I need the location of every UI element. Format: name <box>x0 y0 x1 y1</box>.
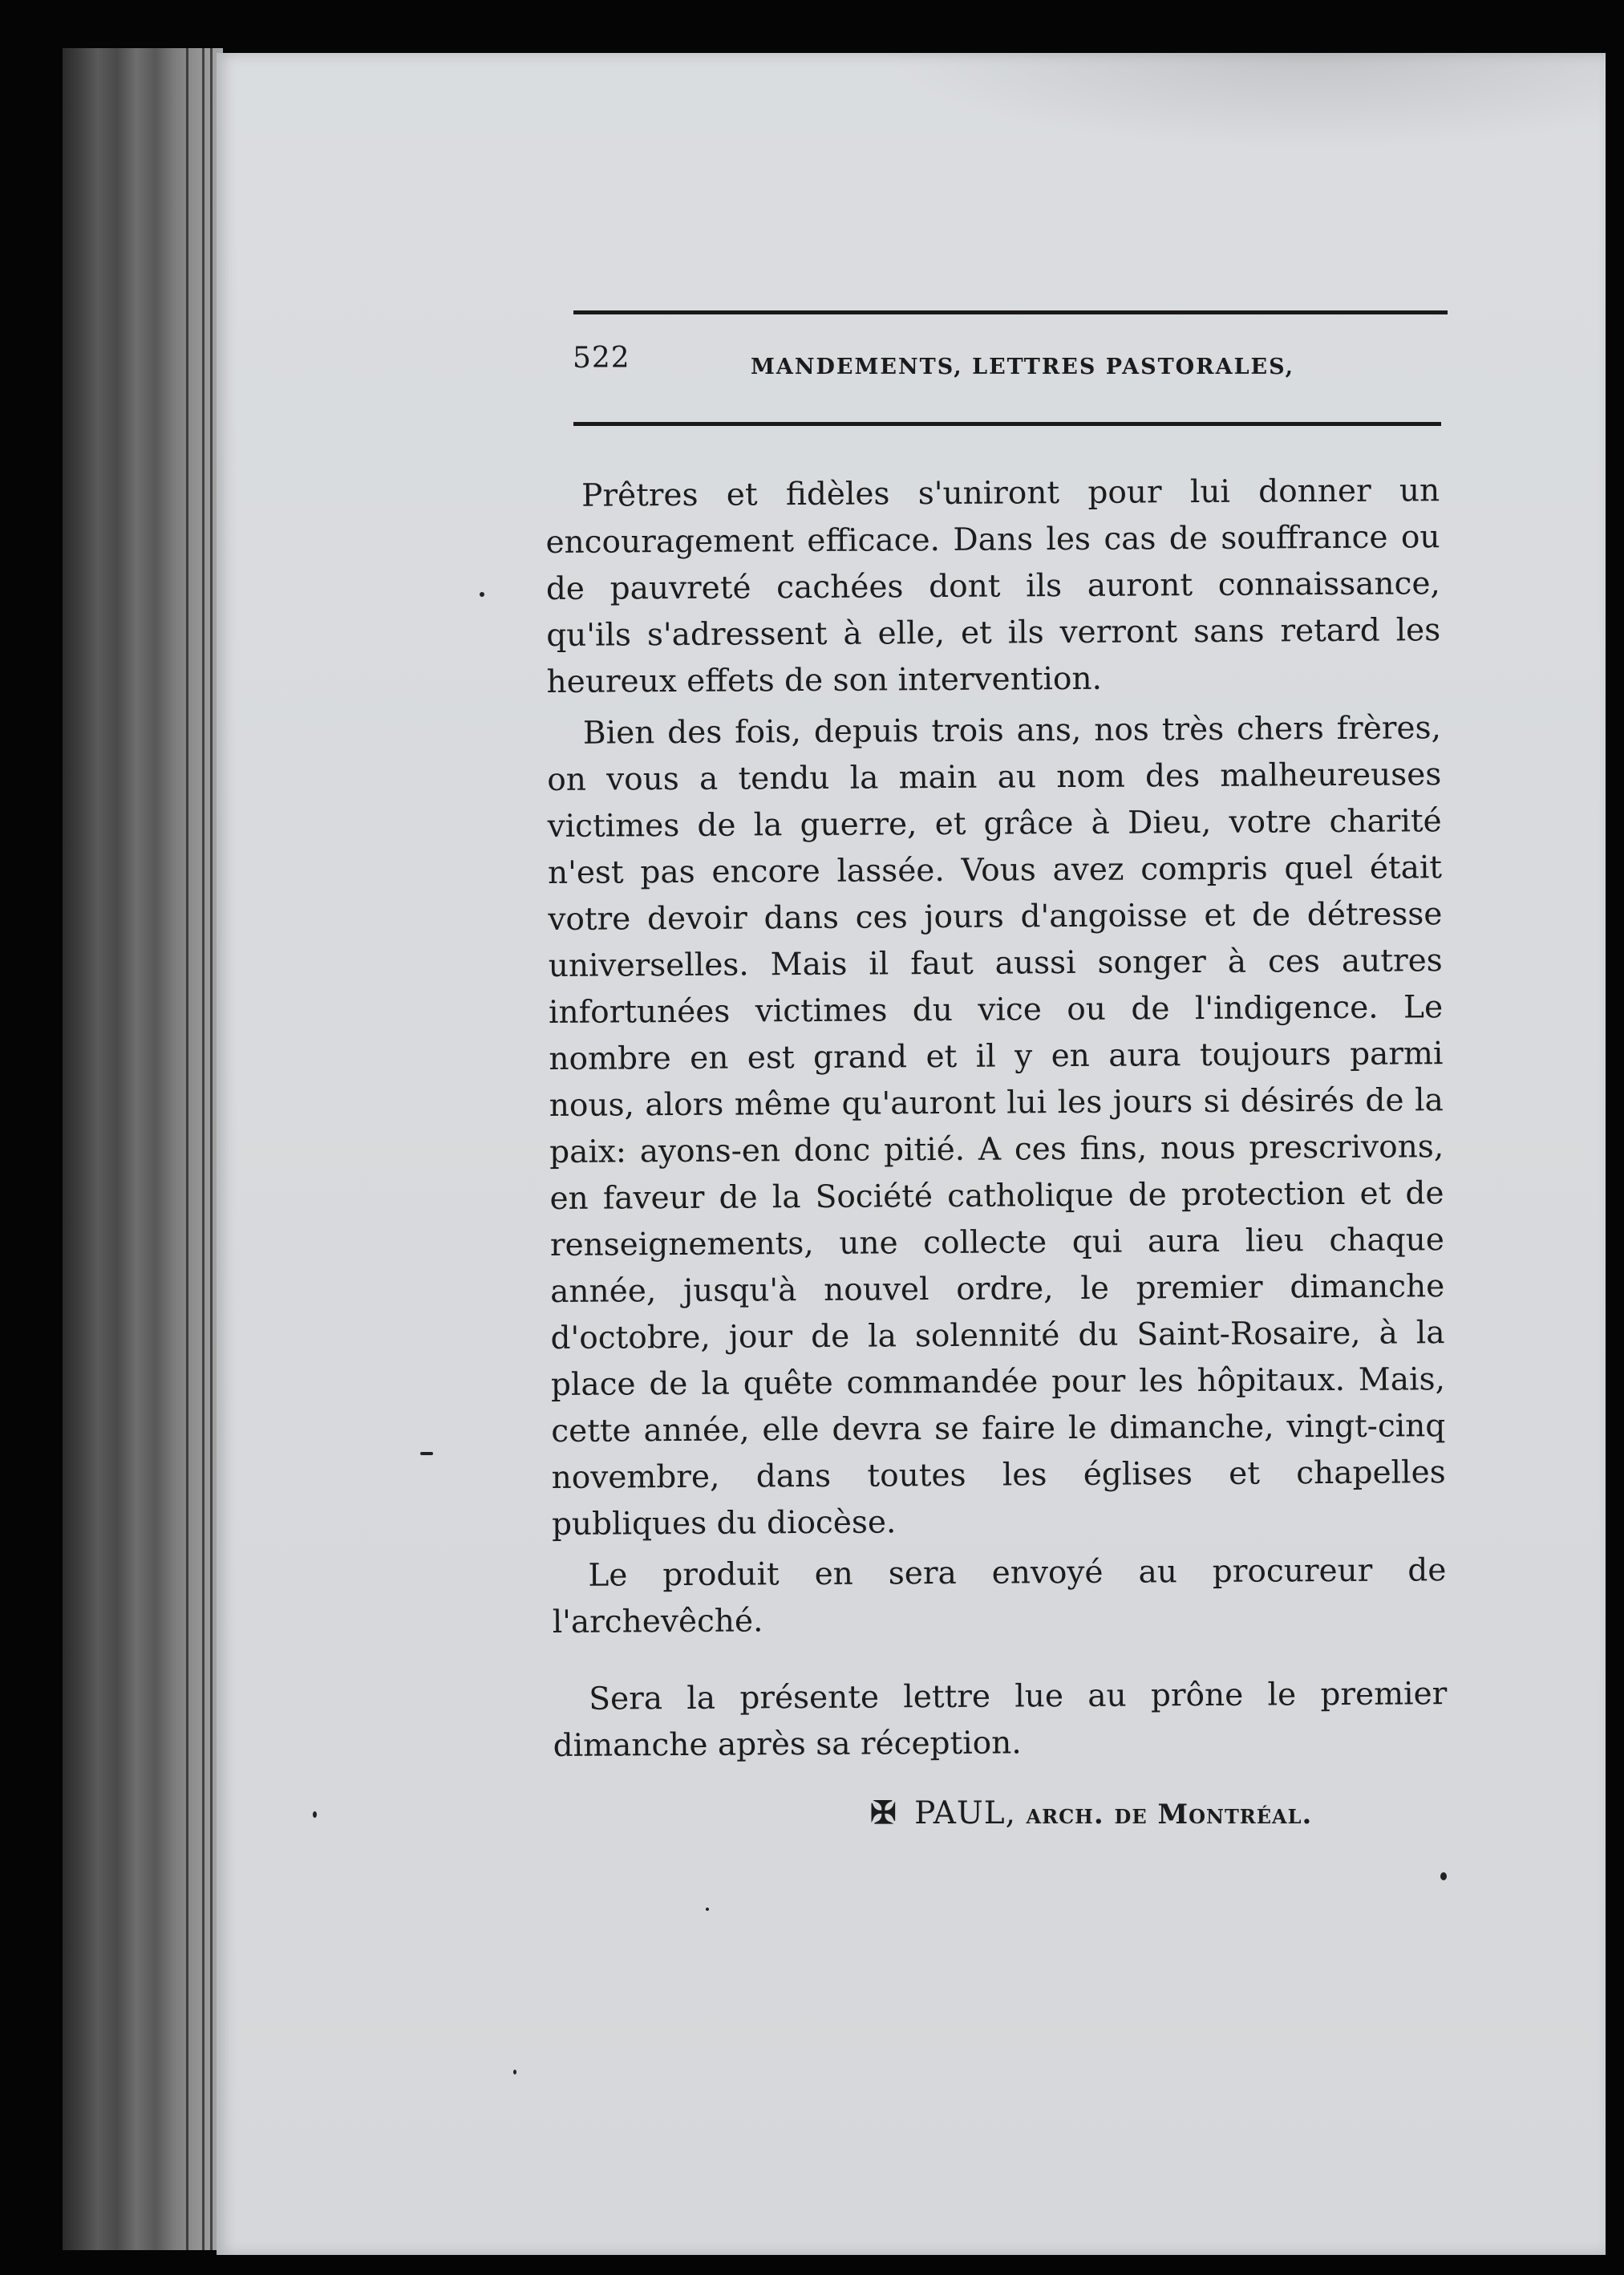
paragraph: Sera la présente lettre lue au prône le premier dimanche après sa réception. <box>553 1676 1448 1764</box>
paragraph: Le produit en sera envoyé au procureur de l'archevêché. <box>552 1552 1447 1640</box>
spine-edge-line <box>210 48 213 2250</box>
paragraph: Prêtres et fidèles s'uniront pour lui donner un encouragement efficace. Dans les cas de souffrance ou de pauvreté cachées dont ils auront connaissance, qu'ils s'adressent à elle, et ils verront sans retard les heureux effets de son intervention. <box>545 472 1441 700</box>
body-text <box>545 468 1448 1770</box>
header-rule-bottom <box>573 422 1441 426</box>
scan-speck <box>480 592 484 597</box>
running-head: MANDEMENTS, LETTRES PASTORALES, <box>751 355 1295 379</box>
signature <box>870 1794 1312 1831</box>
scan-speck <box>420 1452 433 1455</box>
page-shadow <box>882 53 1604 149</box>
scan-speck <box>513 2070 516 2074</box>
scan-speck <box>706 1908 709 1911</box>
spine-edge-line <box>202 48 205 2250</box>
page-number: 522 <box>573 342 630 375</box>
signature-title: arch. de Montréal. <box>1026 1799 1313 1831</box>
spine-edge-line <box>186 48 188 2250</box>
scan-speck <box>1440 1872 1447 1880</box>
book-spine <box>63 48 223 2250</box>
header-rule-top <box>573 310 1448 314</box>
page-header <box>573 331 1447 395</box>
signature-name: PAUL, <box>914 1795 1017 1831</box>
paragraph: Bien des fois, depuis trois ans, nos très chers frères, on vous a tendu la main au nom des malheureuses victimes de la guerre, et grâce à Dieu, votre charité n'est pas encore lassée. Vous avez compris quel était votre devoir dans ces jours d'angoisse et de détresse universelles. Mais il faut aussi songer à ces autres infortunées victimes du vice ou de l'indigence. Le nombre en est grand et il y en aura toujours parmi nous, alors même qu'auront lui les jours si désirés de la paix: ayons-en donc pitié. A ces fins, nous prescrivons, en faveur de la Société catholique de protection et de renseignements, une collecte qui aura lieu chaque année, jusqu'à nouvel ordre, le premier dimanche d'octobre, jour de la solennité du Saint-Rosaire, à la place de la quête commandée pour les hôpitaux. Mais, cette année, elle devra se faire le dimanche, vingt-cinq novembre, dans toutes les églises et chapelles publiques du diocèse. <box>547 710 1446 1543</box>
scan-speck <box>313 1811 317 1818</box>
cross-icon: ✠ <box>870 1794 897 1831</box>
